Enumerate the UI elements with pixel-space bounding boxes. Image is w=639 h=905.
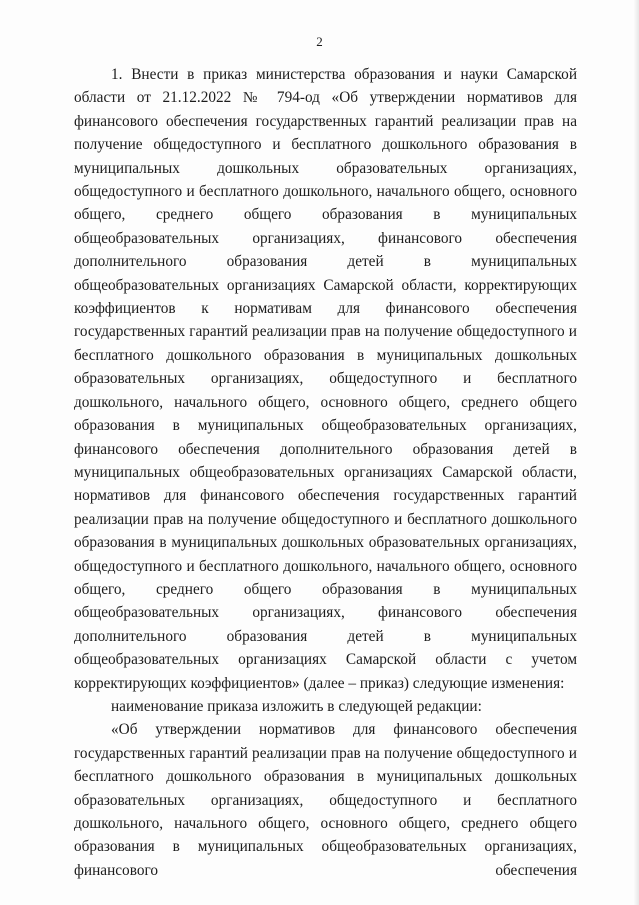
paragraph-amendment-intro: 1. Внести в приказ министерства образования и науки Самарской области от 21.12.2022 № 794-од «Об утверждении нормативов для финансового обеспечения государственных гарантий реализации прав на получение общедоступного и бесплатного дошкольного образования в муниципальных дошкольных образовательных организациях, общедоступного и бесплатного дошкольного, начального общего, основного общего, среднего общего образования в муниципальных общеобразовательных организациях, финансового обеспечения дополнительного образования детей в муниципальных общеобразовательных организациях Самарской области, корректирующих коэффициентов к нормативам для финансового обеспечения государственных гарантий реализации прав на получение общедоступного и бесплатного дошкольного образования в муниципальных дошкольных образовательных организациях, общедоступного и бесплатного дошкольного, начального общего, основного общего, среднего общего образования в муниципальных общеобразовательных организациях, финансового обеспечения дополнительного образования детей в муниципальных общеобразовательных организациях Самарской области, нормативов для финансового обеспечения государственных гарантий реализации прав на получение общедоступного и бесплатного дошкольного образования в муниципальных дошкольных образовательных организациях, общедоступного и бесплатного дошкольного, начального общего, основного общего, среднего общего образования в муниципальных общеобразовательных организациях, финансового обеспечения дополнительного образования детей в муниципальных общеобразовательных организациях Самарской области с учетом корректирующих коэффициентов» (далее – приказ) следующие изменения: — [74, 66, 577, 692]
document-body — [74, 63, 577, 882]
page-number: 2 — [316, 34, 323, 49]
scan-edge-shadow — [633, 0, 639, 905]
paragraph-title-change: наименование приказа изложить в следующей редакции: — [111, 697, 482, 715]
paragraph-new-title: «Об утверждении нормативов для финансового обеспечения государственных гарантий реализации прав на получение общедоступного и бесплатного дошкольного образования в муниципальных дошкольных образовательных организациях, общедоступного и бесплатного дошкольного, начального общего, основного общего, среднего общего образования в муниципальных общеобразовательных организациях, финансового обеспечения — [74, 721, 577, 879]
